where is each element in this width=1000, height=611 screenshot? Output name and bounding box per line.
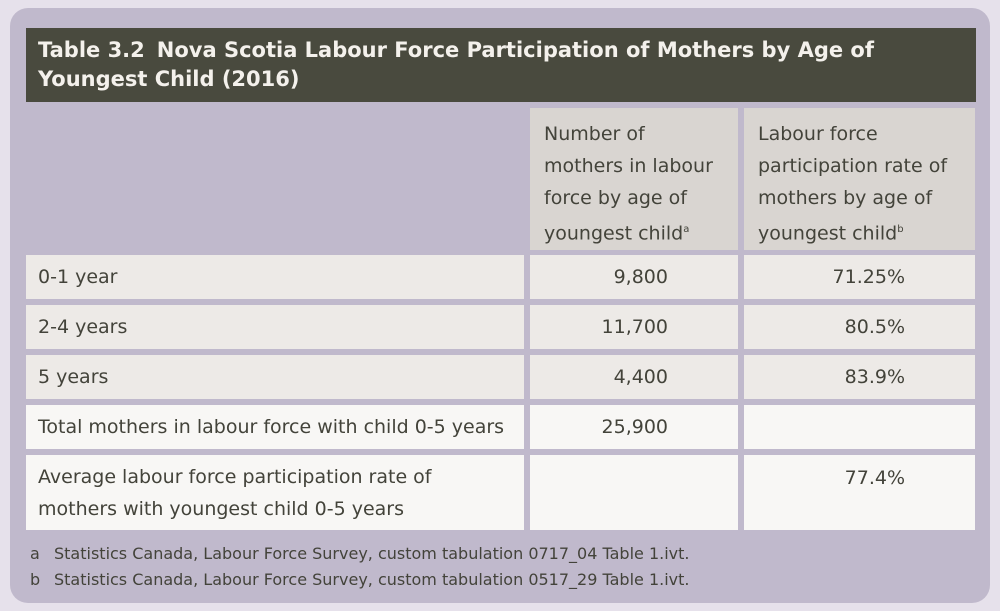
row-label: 2-4 years (26, 305, 524, 349)
average-count-empty (530, 455, 738, 530)
table-number: Table 3.2 (38, 38, 145, 62)
row-rate: 83.9% (744, 355, 975, 399)
column-header-count: Number of mothers in labour force by age of youngest child$^a$ (530, 108, 738, 250)
row-rate: 80.5% (744, 305, 975, 349)
footnote-ref-a: a (683, 224, 690, 235)
row-label: 5 years (26, 355, 524, 399)
column-header-rate: Labour force participation rate of mothers by age of youngest child$^b$ (744, 108, 975, 250)
total-count: 25,900 (530, 405, 738, 449)
row-count: 11,700 (530, 305, 738, 349)
total-label: Total mothers in labour force with child 0-5 years (26, 405, 524, 449)
header-empty-cell (26, 108, 524, 250)
row-label: 0-1 year (26, 255, 524, 299)
footnote-b: b Statistics Canada, Labour Force Survey, custom tabulation 0517_29 Table 1.ivt. (30, 570, 690, 589)
average-rate: 77.4% (744, 455, 975, 530)
table-title: Nova Scotia Labour Force Participation of Mothers by Age of Youngest Child (2016) (38, 38, 874, 91)
total-rate-empty (744, 405, 975, 449)
row-count: 9,800 (530, 255, 738, 299)
footnote-ref-b: b (897, 224, 904, 235)
table-title-bar (26, 28, 976, 102)
row-count: 4,400 (530, 355, 738, 399)
average-label: Average labour force participation rate of mothers with youngest child 0-5 years (26, 455, 524, 530)
footnote-a: a Statistics Canada, Labour Force Survey, custom tabulation 0717_04 Table 1.ivt. (30, 544, 690, 563)
row-rate: 71.25% (744, 255, 975, 299)
